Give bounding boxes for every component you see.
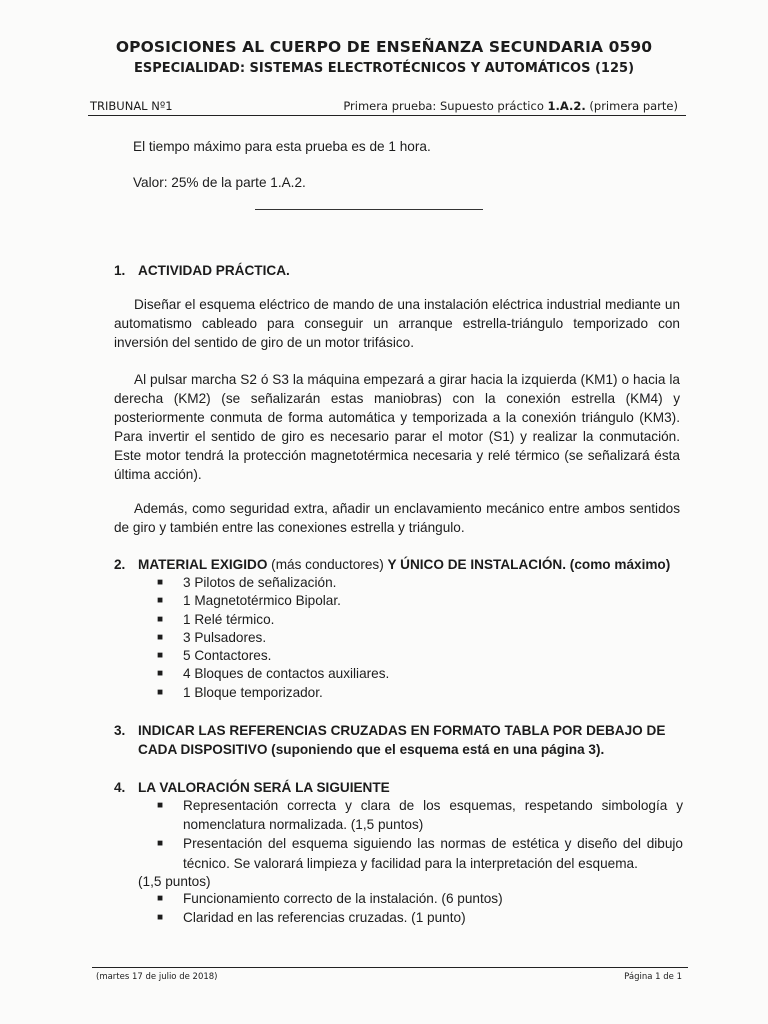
section-1-paragraph-3: Además, como seguridad extra, añadir un enclavamiento mecánico entre ambos sentidos de giro y también entre las conexiones estrella y triángulo. xyxy=(114,501,680,535)
list-item: ■ 1 Bloque temporizador. xyxy=(157,684,677,702)
square-bullet-icon: ■ xyxy=(157,912,164,924)
list-item: ■ Claridad en las referencias cruzadas. (1 punto) xyxy=(157,908,677,927)
time-limit-text: El tiempo máximo para esta prueba es de 1 hora. xyxy=(133,139,431,154)
value-text: Valor: 25% de la parte 1.A.2. xyxy=(133,175,306,190)
square-bullet-icon: ■ xyxy=(157,686,164,698)
square-bullet-icon: ■ xyxy=(157,631,164,643)
square-bullet-icon: ■ xyxy=(157,838,164,850)
square-bullet-icon: ■ xyxy=(157,893,164,904)
section-1-paragraph-2: Al pulsar marcha S2 ó S3 la máquina empezará a girar hacia la izquierda (KM1) o hacia la derecha (KM2) (se señalizarán estas maniobras) con la conexión estrella (KM4) y posteriormente conmuta de forma automática y temporizada a la conexión triángulo (KM3). Para invertir el sentido de giro es necesario parar el motor (S1) y realizar la conmutación. Este motor tendrá la protección magnetotérmica necesaria y relé térmico (se señalizará ésta última acción). xyxy=(114,372,680,482)
list-item: ■ Presentación del esquema siguiendo las normas de estética y diseño del dibujo técnico. Se valorará limpieza y facilidad para la interpretación del esquema. xyxy=(157,836,683,871)
header-divider xyxy=(88,115,686,116)
section-4-heading: 4. LA VALORACIÓN SERÁ LA SIGUIENTE xyxy=(114,780,390,795)
square-bullet-icon: ■ xyxy=(157,613,164,625)
test-label: Primera prueba: Supuesto práctico 1.A.2. (primera parte) xyxy=(343,99,678,113)
footer-divider xyxy=(92,967,688,968)
valuation-list-continued xyxy=(157,889,677,927)
square-bullet-icon: ■ xyxy=(157,595,164,607)
section-2-heading: 2. MATERIAL EXIGIDO (más conductores) Y ÚNICO DE INSTALACIÓN. (como máximo) xyxy=(114,557,671,572)
square-bullet-icon: ■ xyxy=(157,800,164,811)
test-code: 1.A.2. xyxy=(547,99,586,113)
list-item: ■ 4 Bloques de contactos auxiliares. xyxy=(157,665,677,683)
list-item: ■ 3 Pilotos de señalización. xyxy=(157,574,677,592)
valuation-list xyxy=(157,796,683,873)
document-subtitle: ESPECIALIDAD: SISTEMAS ELECTROTÉCNICOS Y AUTOMÁTICOS (125) xyxy=(133,61,635,76)
list-item: ■ Representación correcta y clara de los esquemas, respetando simbología y nomenclatura normalizada. (1,5 puntos) xyxy=(157,798,683,833)
list-item: ■ 3 Pulsadores. xyxy=(157,629,677,647)
intro-divider xyxy=(255,209,483,210)
square-bullet-icon: ■ xyxy=(157,650,164,662)
square-bullet-icon: ■ xyxy=(157,577,164,588)
section-3-heading: 3. INDICAR LAS REFERENCIAS CRUZADAS EN FORMATO TABLA POR DEBAJO DE CADA DISPOSITIVO (suponiendo que el esquema está en una página 3). xyxy=(114,723,666,757)
list-item: ■ 1 Magnetotérmico Bipolar. xyxy=(157,592,677,610)
material-list xyxy=(157,574,677,702)
section-1-heading: 1. ACTIVIDAD PRÁCTICA. xyxy=(114,263,290,278)
list-item: ■ 5 Contactores. xyxy=(157,647,677,665)
document-title: OPOSICIONES AL CUERPO DE ENSEÑANZA SECUNDARIA 0590 xyxy=(115,38,653,56)
footer-date: (martes 17 de julio de 2018) xyxy=(96,972,218,982)
tribunal-label: TRIBUNAL Nº1 xyxy=(90,99,173,113)
square-bullet-icon: ■ xyxy=(157,668,164,680)
loose-score-text: (1,5 puntos) xyxy=(138,874,211,889)
list-item: ■ 1 Relé térmico. xyxy=(157,611,677,629)
list-item: ■ Funcionamiento correcto de la instalación. (6 puntos) xyxy=(157,889,677,908)
section-1-paragraph-1: Diseñar el esquema eléctrico de mando de una instalación eléctrica industrial mediante un automatismo cableado para conseguir un arranque estrella-triángulo temporizado con inversión del sentido de giro de un motor trifásico. xyxy=(114,297,680,350)
page-number: Página 1 de 1 xyxy=(624,972,682,982)
